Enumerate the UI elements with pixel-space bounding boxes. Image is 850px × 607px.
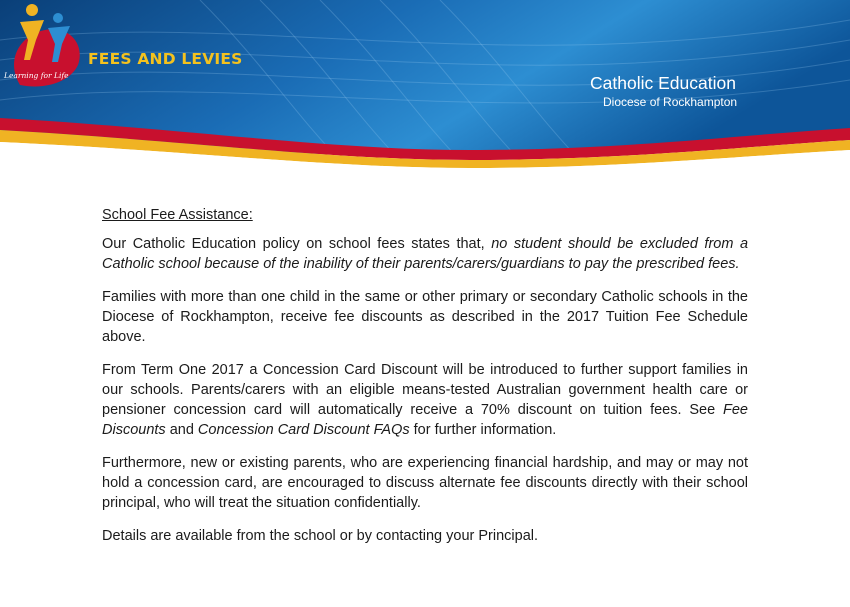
- logo-tagline: Learning for Life: [4, 71, 69, 80]
- header-banner: [0, 0, 850, 175]
- document-body: [102, 205, 748, 559]
- hardship-paragraph: Furthermore, new or existing parents, who are experiencing financial hardship, and may or may not hold a concession card, are encouraged to discuss alternate fee discounts directly with their school principal, who will treat the situation confidentially.: [102, 455, 748, 511]
- policy-paragraph: [102, 234, 748, 274]
- policy-quote-text: no student should be excluded from a Catholic school because of the inability of their parents/carers/guardians to pay the prescribed fees.: [102, 236, 749, 272]
- concession-text-a: From Term One 2017 a Concession Card Discount will be introduced to further support families in our schools. Parents/carers with an eligible means-tested Australian government health care or pensioner concession card will automatically receive a 70% discount on tuition fees. See: [102, 362, 748, 418]
- contact-paragraph: Details are available from the school or by contacting your Principal.: [102, 528, 539, 544]
- org-subtitle: Diocese of Rockhampton: [603, 95, 738, 109]
- fee-discounts-link[interactable]: Fee Discounts: [102, 402, 748, 438]
- section-heading: School Fee Assistance:: [102, 207, 253, 223]
- concession-card-paragraph: [102, 360, 748, 440]
- page-title: FEES AND LEVIES: [88, 50, 243, 68]
- concession-text-c: for further information.: [409, 422, 557, 438]
- org-name: Catholic Education: [590, 73, 736, 93]
- concession-faqs-link[interactable]: Concession Card Discount FAQs: [197, 422, 410, 438]
- policy-intro-text: Our Catholic Education policy on school fees states that,: [102, 236, 492, 252]
- catholic-education-logo: [0, 0, 90, 90]
- concession-text-b: and: [165, 422, 198, 438]
- family-discount-paragraph: Families with more than one child in the same or other primary or secondary Catholic schools in the Diocese of Rockhampton, receive fee discounts as described in the 2017 Tuition Fee Schedule above.: [102, 289, 748, 345]
